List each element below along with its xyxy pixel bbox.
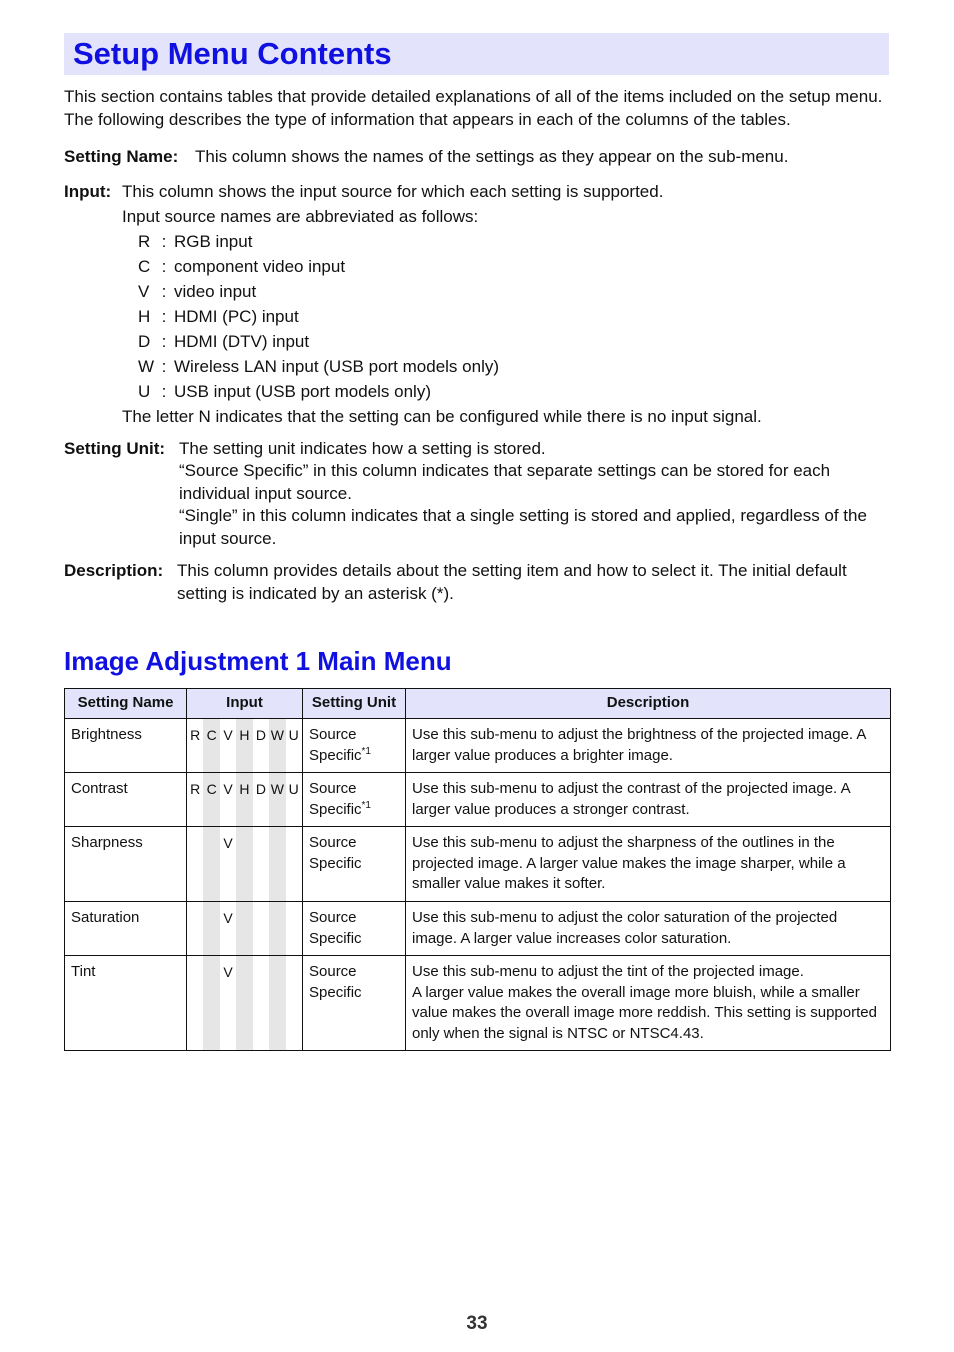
table-row (65, 827, 891, 902)
abbreviation-value: video input (174, 281, 257, 301)
input-flag: V (220, 956, 236, 1050)
input-flag: C (203, 773, 219, 826)
input-flag (187, 827, 203, 901)
input-flag (187, 902, 203, 955)
input-flag (203, 902, 219, 955)
abbreviation-key: H (138, 306, 151, 326)
input-flag (253, 956, 269, 1050)
input-line-1: This column shows the input source for which each setting is supported. (122, 181, 664, 201)
input-flag (286, 902, 302, 955)
section-title: Image Adjustment 1 Main Menu (64, 646, 452, 676)
setting-unit-cell (303, 827, 406, 902)
setting-name-cell: Sharpness (65, 827, 187, 902)
setting-name-definition (64, 146, 889, 169)
header-input: Input (187, 689, 303, 719)
input-flag: V (220, 719, 236, 772)
page-title: Setup Menu Contents (73, 36, 392, 71)
abbreviation-item (122, 304, 889, 329)
input-flag (286, 827, 302, 901)
input-flag (236, 827, 252, 901)
input-flag: U (286, 773, 302, 826)
input-flag: H (236, 719, 252, 772)
abbreviation-key: W (138, 356, 155, 376)
input-flag: D (253, 719, 269, 772)
input-cell (187, 902, 303, 956)
page-content (64, 33, 889, 1051)
setting-unit-term: Setting Unit: (64, 438, 166, 458)
input-flag (203, 956, 219, 1050)
input-flag (236, 956, 252, 1050)
abbreviation-list (122, 229, 889, 404)
abbreviation-separator: : (161, 306, 167, 326)
description-cell: Use this sub-menu to adjust the brightness of the projected image. A larger value produces a brighter image. (406, 719, 891, 773)
abbreviation-separator: : (161, 231, 167, 251)
setting-name-cell: Brightness (65, 719, 187, 773)
input-cell (187, 719, 303, 773)
input-flag (187, 956, 203, 1050)
input-flag: V (220, 902, 236, 955)
intro-paragraph: This section contains tables that provide detailed explanations of all of the items included on the setup menu. The following describes the type of information that appears in each of the columns of the tables. (64, 87, 883, 129)
input-flag (236, 902, 252, 955)
setting-unit-text: Source Specific (309, 909, 362, 947)
input-flag (269, 827, 285, 901)
input-line-2: Input source names are abbreviated as follows: (122, 206, 479, 226)
setting-unit-cell (303, 902, 406, 956)
input-flag (253, 827, 269, 901)
input-cell (187, 956, 303, 1051)
abbreviation-separator: : (161, 381, 167, 401)
input-flag: C (203, 719, 219, 772)
input-flag (269, 902, 285, 955)
setting-unit-line-3: “Single” in this column indicates that a single setting is stored and applied, regardless of the input source. (179, 506, 867, 548)
setting-name-cell: Contrast (65, 773, 187, 827)
input-flag (253, 902, 269, 955)
abbreviation-item (122, 354, 889, 379)
footnote-mark: *1 (361, 799, 371, 811)
table-header-row (65, 689, 891, 719)
setting-name-term: Setting Name: (64, 147, 179, 166)
table-row (65, 719, 891, 773)
input-flag: W (269, 773, 285, 826)
abbreviation-key: D (138, 331, 151, 351)
input-flag: H (236, 773, 252, 826)
input-flag: R (187, 773, 203, 826)
footnote-mark: *1 (361, 745, 371, 757)
header-description: Description (406, 689, 891, 719)
input-flag: D (253, 773, 269, 826)
setting-unit-text: Source Specific (309, 726, 362, 764)
abbreviation-value: RGB input (174, 231, 253, 251)
setting-unit-text: Source Specific (309, 780, 362, 818)
abbreviation-key: U (138, 381, 151, 401)
input-flag (269, 956, 285, 1050)
title-band (64, 33, 889, 75)
abbreviation-value: HDMI (PC) input (174, 306, 299, 326)
setting-unit-text: Source Specific (309, 834, 362, 872)
abbreviation-key: R (138, 231, 151, 251)
setting-unit-line-1: The setting unit indicates how a setting is stored. (179, 438, 546, 458)
table-row (65, 956, 891, 1051)
setting-unit-cell (303, 773, 406, 827)
description-definition (64, 560, 889, 605)
setting-name-text: This column shows the names of the settings as they appear on the sub-menu. (195, 147, 789, 166)
abbreviation-item (122, 254, 889, 279)
input-cell (187, 827, 303, 902)
description-cell: Use this sub-menu to adjust the color saturation of the projected image. A larger value increases color saturation. (406, 902, 891, 956)
abbreviation-separator: : (161, 331, 167, 351)
abbreviation-key: C (138, 256, 151, 276)
input-flag: R (187, 719, 203, 772)
header-setting-unit: Setting Unit (303, 689, 406, 719)
input-flag: V (220, 773, 236, 826)
table-row (65, 902, 891, 956)
setting-unit-text: Source Specific (309, 963, 362, 1001)
description-cell: Use this sub-menu to adjust the contrast of the projected image. A larger value produces a stronger contrast. (406, 773, 891, 827)
abbreviation-value: HDMI (DTV) input (174, 331, 310, 351)
input-definition (64, 179, 889, 429)
setting-unit-cell (303, 719, 406, 773)
description-cell: Use this sub-menu to adjust the sharpness of the outlines in the projected image. A larger value makes the image sharper, while a smaller value makes it softer. (406, 827, 891, 902)
input-flag: U (286, 719, 302, 772)
abbreviation-item (122, 379, 889, 404)
setting-name-cell: Saturation (65, 902, 187, 956)
header-setting-name: Setting Name (65, 689, 187, 719)
abbreviation-separator: : (161, 256, 167, 276)
abbreviation-separator: : (161, 281, 167, 301)
abbreviation-separator: : (161, 356, 167, 376)
setting-unit-line-2: “Source Specific” in this column indicates that separate settings can be stored for each individual input source. (179, 461, 831, 503)
setting-unit-cell (303, 956, 406, 1051)
input-flag (286, 956, 302, 1050)
table-row (65, 773, 891, 827)
abbreviation-item (122, 329, 889, 354)
abbreviation-value: USB input (USB port models only) (174, 381, 431, 401)
setting-name-cell: Tint (65, 956, 187, 1051)
settings-table (64, 688, 891, 1051)
abbreviation-value: Wireless LAN input (USB port models only) (174, 356, 500, 376)
setting-unit-definition (64, 438, 889, 551)
abbreviation-key: V (138, 281, 150, 301)
abbreviation-value: component video input (174, 256, 346, 276)
abbreviation-item (122, 229, 889, 254)
input-flag (203, 827, 219, 901)
input-note: The letter N indicates that the setting can be configured while there is no input signal. (122, 406, 762, 426)
abbreviation-item (122, 279, 889, 304)
input-cell (187, 773, 303, 827)
page-number: 33 (466, 1313, 488, 1334)
input-term: Input: (64, 181, 112, 201)
description-text: This column provides details about the setting item and how to select it. The initial default setting is indicated by an asterisk (*). (177, 561, 847, 603)
input-flag: V (220, 827, 236, 901)
description-term: Description: (64, 561, 164, 580)
input-flag: W (269, 719, 285, 772)
description-cell: Use this sub-menu to adjust the tint of the projected image. A larger value makes the overall image more bluish, while a smaller value makes the overall image more reddish. This setting is supported only when the signal is NTSC or NTSC4.43. (406, 956, 891, 1051)
